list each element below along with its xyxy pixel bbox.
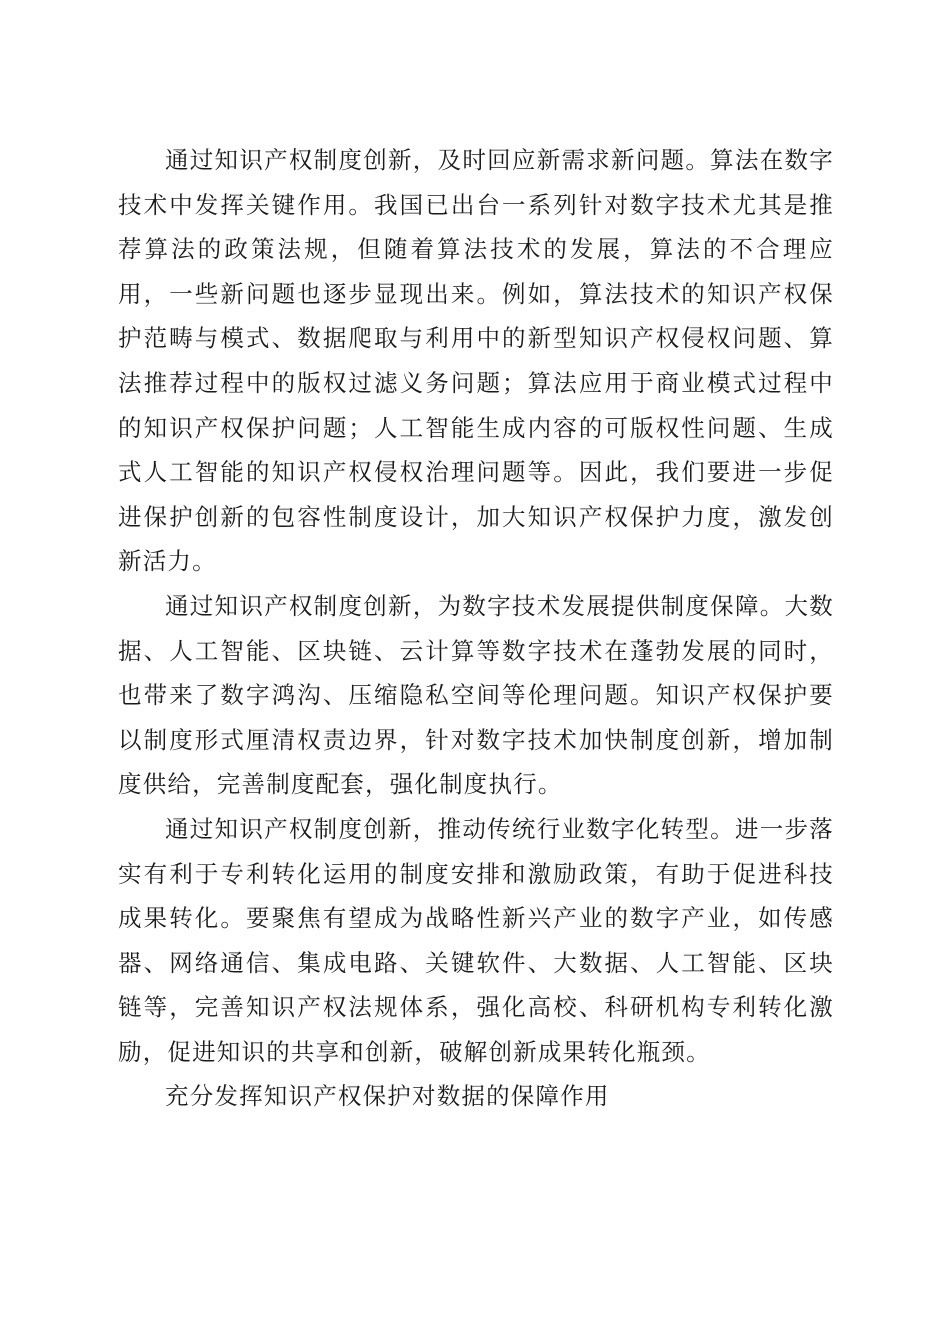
paragraph-digital-transformation: 通过知识产权制度创新，推动传统行业数字化转型。进一步落实有利于专利转化运用的制度安排和激励政策，有助于促进科技成果转化。要聚焦有望成为战略性新兴产业的数字产业，如传感器、网络通信、集成电路、关键软件、大数据、人工智能、区块链等，完善知识产权法规体系，强化高校、科研机构专利转化激励，促进知识的共享和创新，破解创新成果转化瓶颈。 [118, 814, 834, 1066]
paragraph-algorithm-innovation: 通过知识产权制度创新，及时回应新需求新问题。算法在数字技术中发挥关键作用。我国已出台一系列针对数字技术尤其是推荐算法的政策法规，但随着算法技术的发展，算法的不合理应用，一些新问题也逐步显现出来。例如，算法技术的知识产权保护范畴与模式、数据爬取与利用中的新型知识产权侵权问题、算法推荐过程中的版权过滤义务问题；算法应用于商业模式过程中的知识产权保护问题；人工智能生成内容的可版权性问题、生成式人工智能的知识产权侵权治理问题等。因此，我们要进一步促进保护创新的包容性制度设计，加大知识产权保护力度，激发创新活力。 [118, 146, 834, 576]
paragraph-institutional-guarantee: 通过知识产权制度创新，为数字技术发展提供制度保障。大数据、人工智能、区块链、云计算等数字技术在蓬勃发展的同时，也带来了数字鸿沟、压缩隐私空间等伦理问题。知识产权保护要以制度形式厘清权责边界，针对数字技术加快制度创新，增加制度供给，完善制度配套，强化制度执行。 [118, 591, 834, 799]
section-heading: 充分发挥知识产权保护对数据的保障作用 [165, 1082, 610, 1111]
document-body [118, 138, 834, 1119]
